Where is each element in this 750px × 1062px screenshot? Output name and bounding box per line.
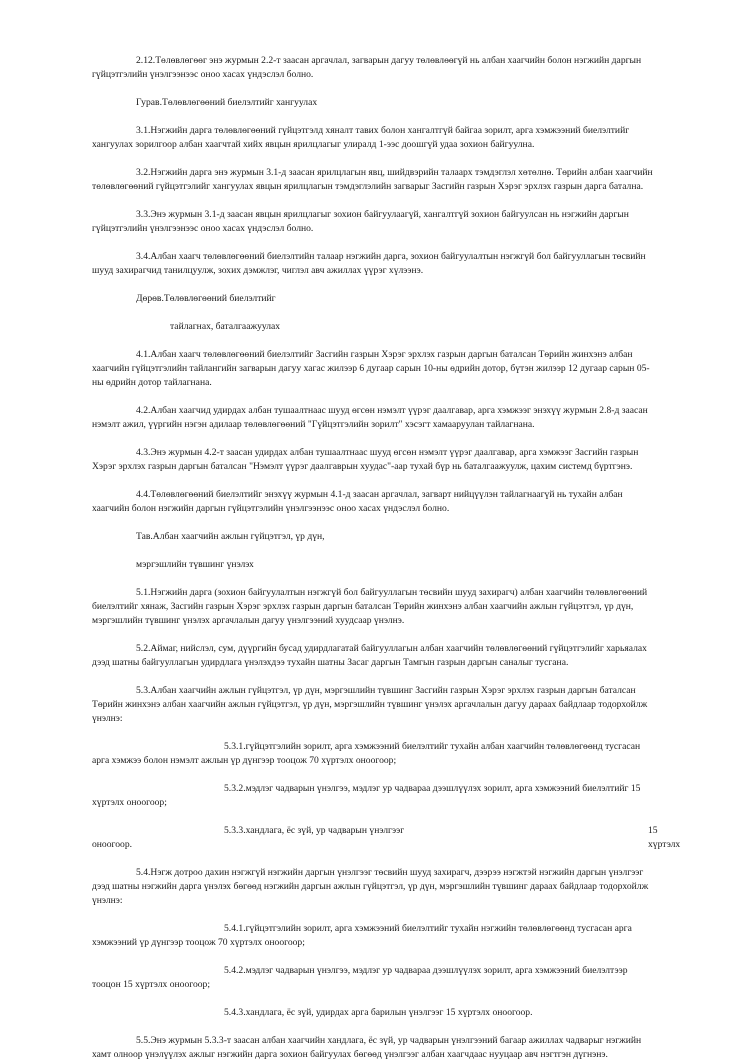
- section-heading-4-line1: Дөрөв.Төлөвлөгөөний биелэлтийг: [136, 293, 276, 304]
- paragraph-5-1: 5.1.Нэгжийн дарга (зохион байгуулалтын нэгжгүй бол байгууллагын төсвийн шууд захирагч) албан хаагчийн төлөвлөгөөний биелэлтийг хянаж, Засгийн газрын Хэрэг эрхлэх газрын даргын баталсан Төрийн жинхэнэ албан хаагчийн ажлын гүйцэтгэл, үр дүн, мэргэшлийн түвшинг үнэлэх аргачлалын дагуу үнэлгээний хуудсаар үнэлнэ.: [92, 587, 648, 626]
- paragraph-5-3-3-left: 5.3.3.хандлага, ёс зүй, ур чадварын үнэлгээг: [224, 825, 405, 836]
- paragraph-3-3: 3.3.Энэ журмын 3.1-д заасан явцын ярилцлагыг зохион байгуулаагүй, хангалтгүй зохион байгуулсан нь нэгжийн даргын гүйцэтгэлийн үнэлгээнээс оноо хасах үндэслэл болно.: [92, 209, 629, 234]
- paragraph-2-12: 2.12.Төлөвлөгөөг энэ журмын 2.2-т заасан аргачлал, загварын дагуу төлөвлөөгүй нь албан хаагчийн болон нэгжийн даргын гүйцэтгэлийн үнэлгээнээс оноо хасах үндэслэл болно.: [92, 55, 642, 80]
- paragraph-5-3-3-cont: оноогоор.: [92, 839, 133, 850]
- paragraph-4-2: 4.2.Албан хаагчид удирдах албан тушаалтнаас шууд өгсөн нэмэлт үүрэг даалгавар, арга хэмжээг энэхүү журмын 2.8-д заасан нэмэлт ажил, үүргийн нэгэн адилаар төлөвлөгөөний "Гүйцэтгэлийн зорилт" хэсэгт хамааруулан тайлагнана.: [92, 405, 648, 430]
- paragraph-5-3-1: 5.3.1.гүйцэтгэлийн зорилт, арга хэмжээний биелэлтийг тухайн албан хаагчийн төлөвлөгөөнд тусгасан арга хэмжээ болон нэмэлт ажлын үр дүнгээр тооцож 70 хүртэлх оноогоор;: [92, 741, 641, 766]
- paragraph-4-3: 4.3.Энэ журмын 4.2-т заасан удирдах албан тушаалтнаас шууд өгсөн нэмэлт үүрэг даалгавар, арга хэмжээг Засгийн газрын Хэрэг эрхлэх газрын даргын баталсан "Нэмэлт үүрэг даалгаврын хуудас"-аар тухай бүр нь баталгаажуулж, цахим системд бүртгэнэ.: [92, 447, 639, 472]
- section-heading-3: Гурав.Төлөвлөгөөний биелэлтийг хангуулах: [136, 97, 318, 108]
- paragraph-4-4: 4.4.Төлөвлөгөөний биелэлтийг энэхүү журмын 4.1-д заасан аргачлал, загварт нийцүүлэн тайлагнаагүй нь тухайн албан хаагчийн болон нэгжийн даргын гүйцэтгэлийн үнэлгээнээс оноо хасах үндэслэл болно.: [92, 489, 623, 514]
- paragraph-5-3-3: [92, 824, 681, 852]
- paragraph-5-3-3-right: 15 хүртэлх: [648, 825, 681, 850]
- paragraph-4-1: 4.1.Албан хаагч төлөвлөгөөний биелэлтийг Засгийн газрын Хэрэг эрхлэх газрын даргын баталсан Төрийн жинхэнэ албан хаагчийн гүйцэтгэлийн тайлангийн загварын дагуу хагас жилээр 6 дугаар сарын 10-ны өдрийн дотор, бүтэн жилээр 12 дугаар сарын 05-ны өдрийн дотор тайлагнана.: [92, 349, 650, 388]
- paragraph-5-5: 5.5.Энэ журмын 5.3.3-т заасан албан хаагчийн хандлага, ёс зүй, ур чадварын үнэлгээний багаар ажиллах чадварыг нэгжийн хамт олноор үнэлүүлэх ажлыг нэгжийн дарга зохион байгуулах бөгөөд үнэлгээг албан хаагчдаас нууцаар авч нэгтгэн дүгнэнэ.: [92, 1035, 642, 1060]
- paragraph-3-2: 3.2.Нэгжийн дарга энэ журмын 3.1-д заасан ярилцлагын явц, шийдвэрийн талаарх тэмдэглэл хөтөлнө. Төрийн албан хаагчийн төлөвлөгөөний гүйцэтгэлийг хангуулах явцын ярилцлагын тэмдэглэлийн загварыг Засгийн газрын Хэрэг эрхлэх газрын дарга батална.: [92, 167, 653, 192]
- paragraph-3-4: 3.4.Албан хаагч төлөвлөгөөний биелэлтийн талаар нэгжийн дарга, зохион байгуулалтын нэгжгүй бол байгууллагын төсвийн шууд захирагчид танилцуулж, зохих дэмжлэг, чиглэл авч ажиллах үүрэг хүлээнэ.: [92, 251, 646, 276]
- section-heading-5-line1: Тав.Албан хаагчийн ажлын гүйцэтгэл, үр дүн,: [136, 531, 325, 542]
- paragraph-5-4-2: 5.4.2.мэдлэг чадварын үнэлгээ, мэдлэг ур чадвараа дээшлүүлэх зорилт, арга хэмжээний биелэлтээр тооцон 15 хүртэлх оноогоор;: [92, 965, 628, 990]
- paragraph-5-2: 5.2.Аймаг, нийслэл, сум, дүүргийн бусад удирдлагатай байгууллагын албан хаагчийн төлөвлөгөөний гүйцэтгэлийг харьяалах дээд шатны байгууллагын удирдлага үнэлэхдээ тухайн шатны Засаг даргын Тамгын газрын даргын саналыг тусгана.: [92, 643, 647, 668]
- paragraph-5-4-1: 5.4.1.гүйцэтгэлийн зорилт, арга хэмжээний биелэлтийг тухайн нэгжийн төлөвлөгөөнд тусгасан арга хэмжээний үр дүнгээр тооцож 70 хүртэлх оноогоор;: [92, 923, 632, 948]
- paragraph-5-4: 5.4.Нэгж дотроо дахин нэгжгүй нэгжийн даргын үнэлгээг төсвийн шууд захирагч, дээрээ нэгжтэй нэгжийн даргын үнэлгээг дээд шатны нэгжийн дарга үнэлэх бөгөөд нэгжийн даргын ажлын гүйцэтгэл, үр дүн, мэргэшлийн түвшинг дараах байдлаар тодорхойлж үнэлнэ:: [92, 867, 649, 906]
- paragraph-5-4-3: 5.4.3.хандлага, ёс зүй, удирдах арга барилын үнэлгээг 15 хүртэлх оноогоор.: [224, 1007, 533, 1018]
- paragraph-3-1: 3.1.Нэгжийн дарга төлөвлөгөөний гүйцэтгэлд хяналт тавих болон хангалтгүй байгаа зорилт, арга хэмжээний биелэлтийг хангуулах зорилгоор албан хаагчтай хийх явцын ярилцлагыг улиралд 1-ээс доошгүй удаа зохион байгуулна.: [92, 125, 630, 150]
- section-heading-4-line2: тайлагнах, баталгаажуулах: [170, 321, 281, 332]
- paragraph-5-3-2: 5.3.2.мэдлэг чадварын үнэлгээ, мэдлэг ур чадвараа дээшлүүлэх зорилт, арга хэмжээний биелэлтийг 15 хүртэлх оноогоор;: [92, 783, 641, 808]
- section-heading-5-line2: мэргэшлийн түвшинг үнэлэх: [136, 559, 254, 570]
- paragraph-5-3: 5.3.Албан хаагчийн ажлын гүйцэтгэл, үр дүн, мэргэшлийн түвшинг Засгийн газрын Хэрэг эрхлэх газрын даргын баталсан Төрийн жинхэнэ албан хаагчийн ажлын гүйцэтгэл, үр дүн, мэргэшлийн түвшинг үнэлэх аргачлалын дагуу дараах байдлаар тодорхойлж үнэлнэ:: [92, 685, 648, 724]
